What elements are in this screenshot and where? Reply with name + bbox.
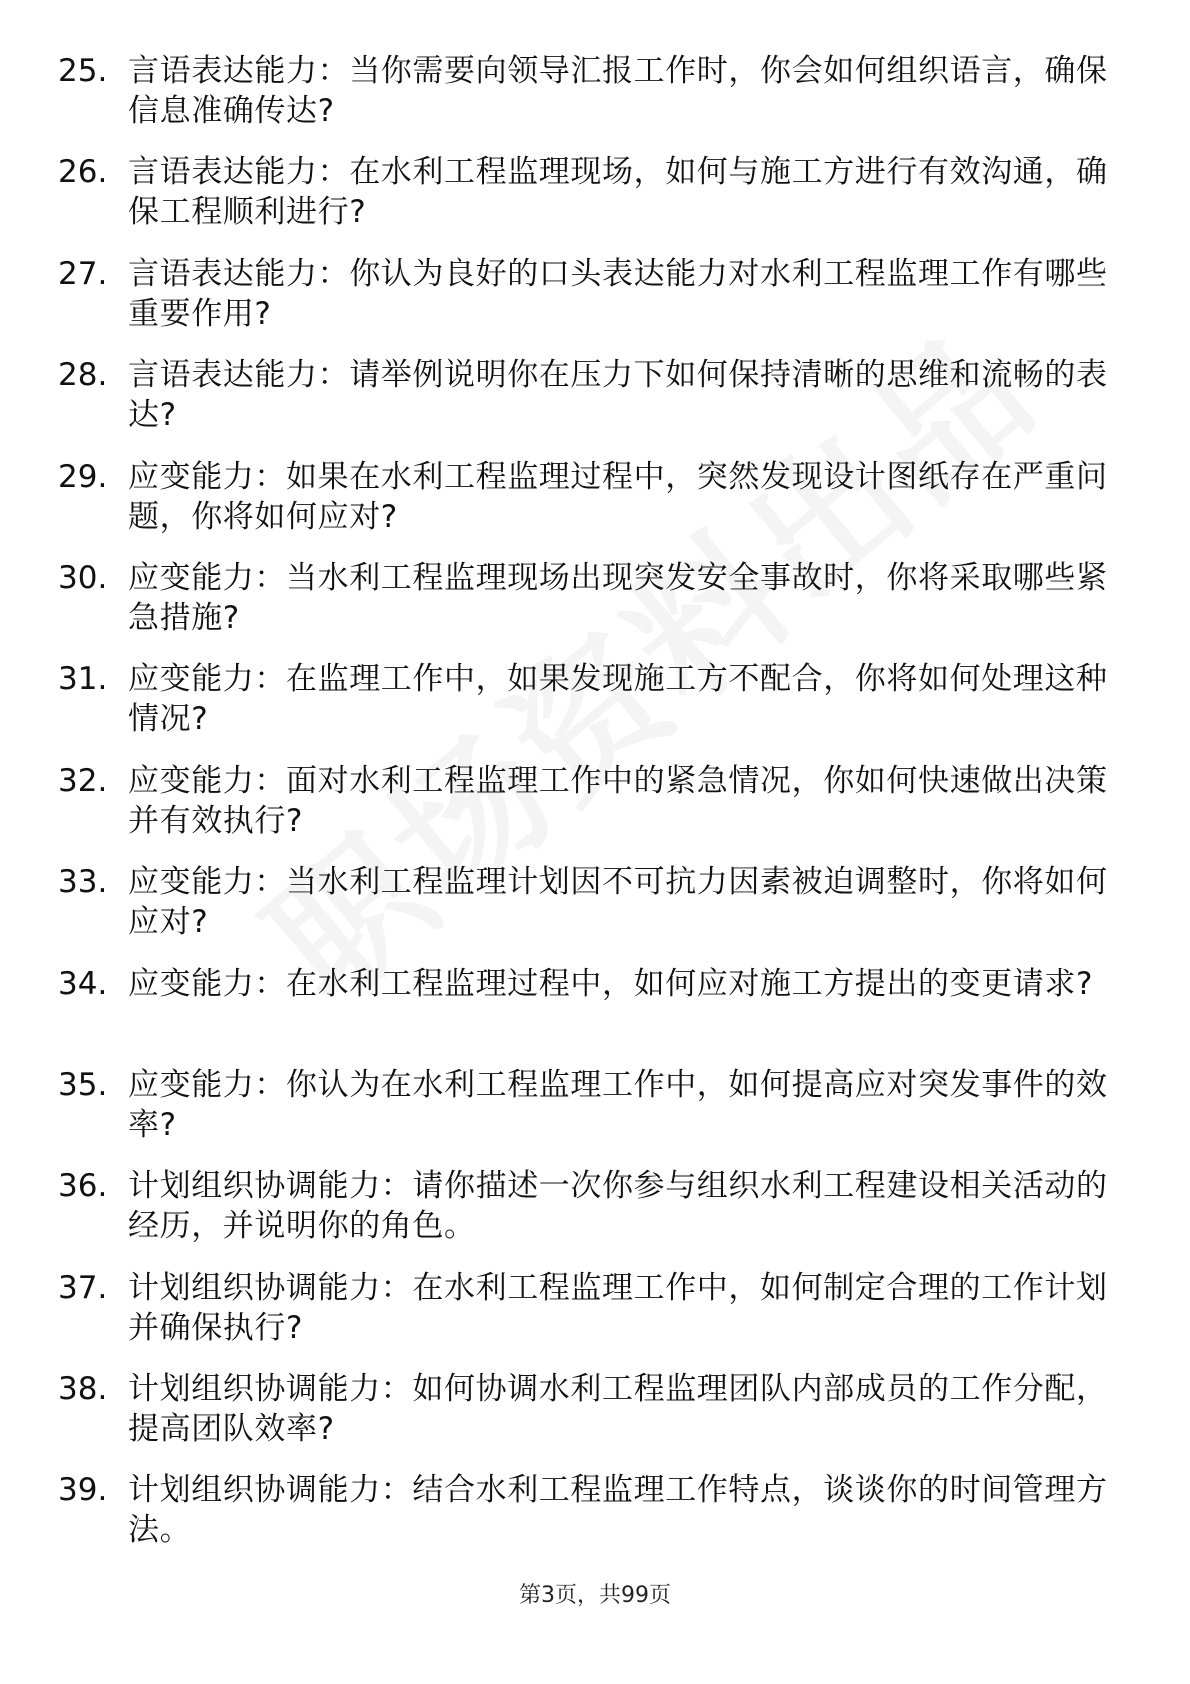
question-number: 36. [58,1168,108,1205]
question-number: 33. [58,864,108,901]
question-list [58,51,1118,1572]
question-text: 言语表达能力：在水利工程监理现场，如何与施工方进行有效沟通，确保工程顺利进行? [128,154,1108,231]
question-text: 应变能力：在监理工作中，如果发现施工方不配合，你将如何处理这种情况? [128,661,1108,738]
question-text: 应变能力：在水利工程监理过程中，如何应对施工方提出的变更请求? [128,965,1094,1002]
question-item [58,964,1118,1044]
question-number: 28. [58,357,108,394]
question-text: 应变能力：当水利工程监理现场出现突发安全事故时，你将采取哪些紧急措施? [128,559,1108,636]
question-item [58,355,1118,435]
question-number: 34. [58,965,108,1002]
question-text: 言语表达能力：你认为良好的口头表达能力对水利工程监理工作有哪些重要作用? [128,255,1108,332]
question-number: 37. [58,1269,108,1306]
question-number: 26. [58,154,108,191]
question-number: 30. [58,559,108,596]
question-item [58,1268,1118,1348]
question-text: 应变能力：如果在水利工程监理过程中，突然发现设计图纸存在严重问题，你将如何应对? [128,458,1108,535]
question-number: 31. [58,661,108,698]
question-item [58,761,1118,841]
question-text: 计划组织协调能力：在水利工程监理工作中，如何制定合理的工作计划并确保执行? [128,1269,1108,1346]
question-item [58,1065,1118,1145]
question-item [58,457,1118,537]
page-number-label: 第3页，共99页 [519,1583,671,1608]
question-number: 29. [58,458,108,495]
question-text: 言语表达能力：当你需要向领导汇报工作时，你会如何组织语言，确保信息准确传达? [128,53,1108,129]
question-number: 25. [58,53,108,89]
question-text: 计划组织协调能力：请你描述一次你参与组织水利工程建设相关活动的经历，并说明你的角色。 [128,1168,1108,1245]
question-number: 38. [58,1371,108,1408]
question-text: 应变能力：面对水利工程监理工作中的紧急情况，你如何快速做出决策并有效执行? [128,762,1108,839]
question-text: 计划组织协调能力：如何协调水利工程监理团队内部成员的工作分配，提高团队效率? [128,1371,1108,1448]
page-footer [0,1578,1190,1609]
question-item [58,558,1118,638]
question-text: 应变能力：你认为在水利工程监理工作中，如何提高应对突发事件的效率? [128,1066,1108,1143]
question-number: 39. [58,1472,108,1509]
question-item [58,1470,1118,1550]
question-text: 计划组织协调能力：结合水利工程监理工作特点，谈谈你的时间管理方法。 [128,1472,1108,1549]
question-item [58,659,1118,739]
question-number: 32. [58,762,108,799]
question-item [58,152,1118,232]
question-text: 言语表达能力：请举例说明你在压力下如何保持清晰的思维和流畅的表达? [128,357,1108,434]
question-item [58,254,1118,334]
question-item [58,862,1118,942]
question-item [58,1369,1118,1449]
question-number: 27. [58,255,108,292]
question-number: 35. [58,1066,108,1103]
question-item [58,1166,1118,1246]
question-text: 应变能力：当水利工程监理计划因不可抗力因素被迫调整时，你将如何应对? [128,864,1108,941]
question-item [58,51,1118,131]
